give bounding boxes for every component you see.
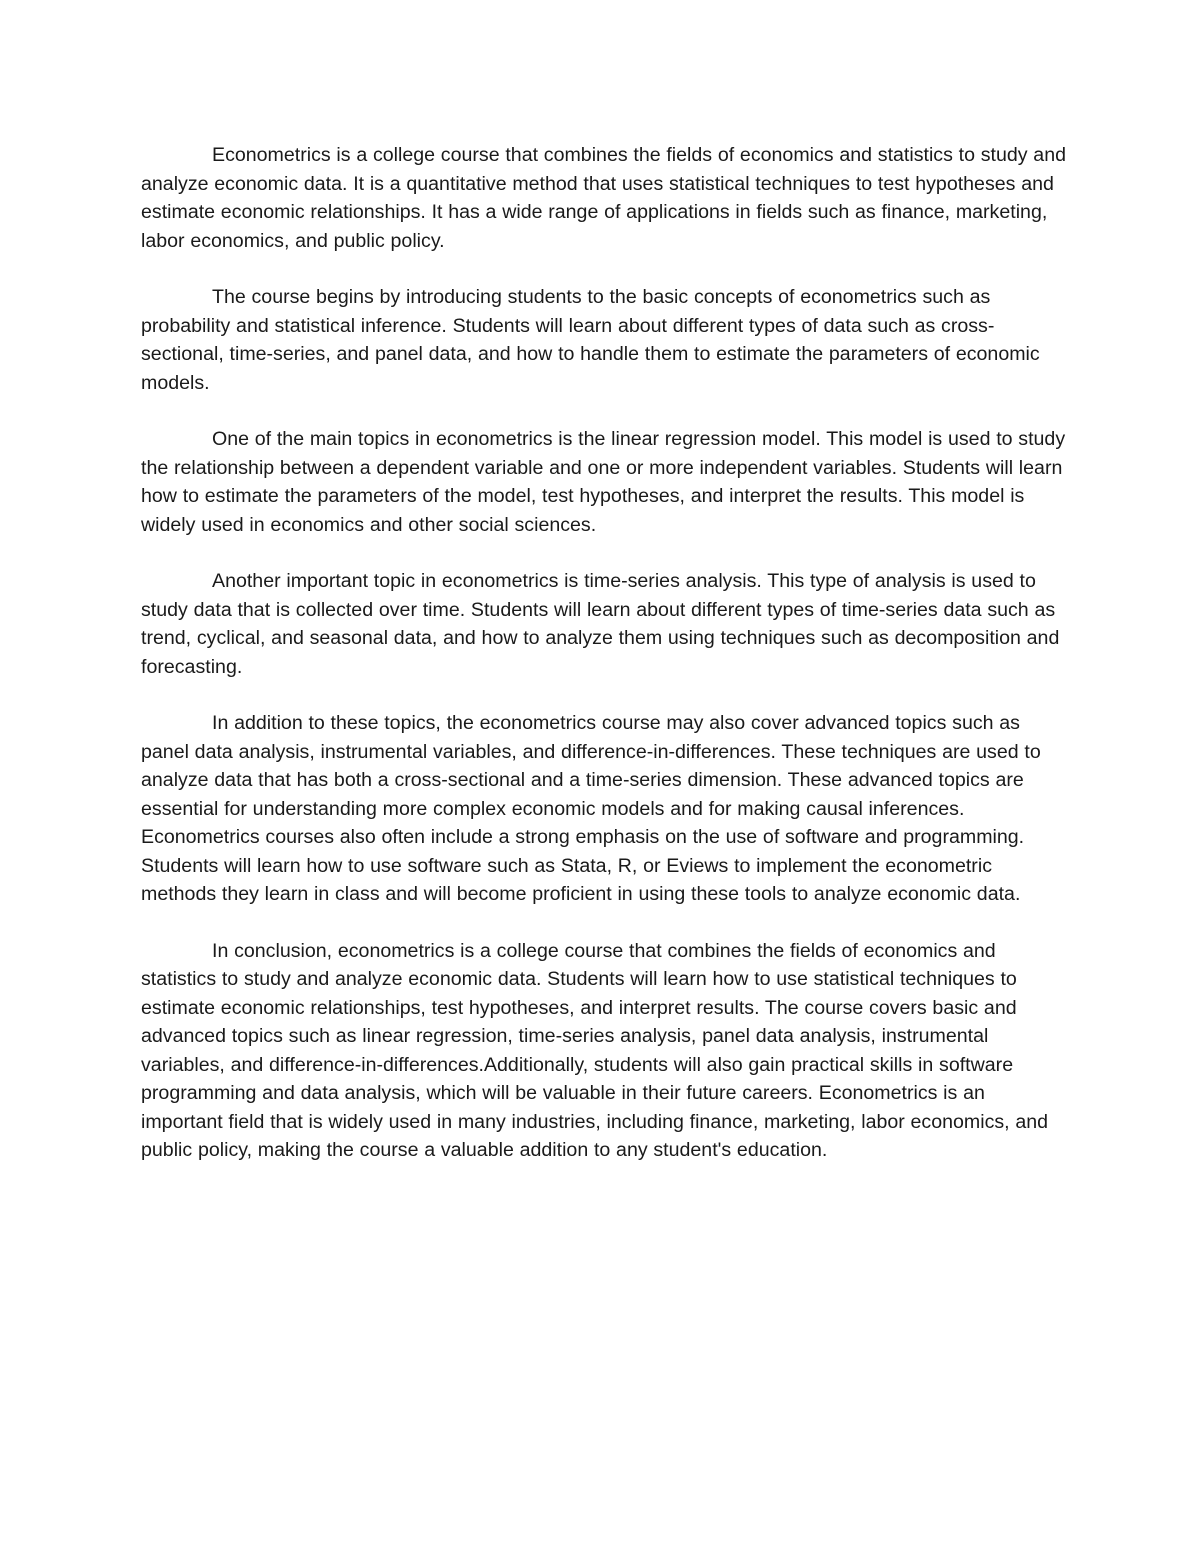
paragraph-basic-concepts: The course begins by introducing students to the basic concepts of econometrics such as probability and statistical inference. Students will learn about different types of data such as cross-sectional, time-series, and panel data, and how to handle them to estimate the parameters of economic models. xyxy=(141,286,1040,394)
paragraph-linear-regression: One of the main topics in econometrics is the linear regression model. This model is used to study the relationship between a dependent variable and one or more independent variables. Students will learn how to estimate the parameters of the model, test hypotheses, and interpret the results. This model is widely used in economics and other social sciences. xyxy=(141,428,1066,536)
paragraph-advanced-topics: In addition to these topics, the econometrics course may also cover advanced topics such as panel data analysis, instrumental variables, and difference-in-differences. These techniques are used to analyze data that has both a cross-sectional and a time-series dimension. These advanced topics are essential for understanding more complex economic models and for making causal inferences. Econometrics courses also often include a strong emphasis on the use of software and programming. Students will learn how to use software such as Stata, R, or Eviews to implement the econometric methods they learn in class and will become proficient in using these tools to analyze economic data. xyxy=(141,712,1041,905)
paragraph-time-series: Another important topic in econometrics is time-series analysis. This type of analysis is used to study data that is collected over time. Students will learn about different types of time-series data such as trend, cyclical, and seasonal data, and how to analyze them using techniques such as decomposition and forecasting. xyxy=(141,570,1060,678)
paragraph-intro: Econometrics is a college course that combines the fields of economics and statistics to study and analyze economic data. It is a quantitative method that uses statistical techniques to test hypotheses and estimate economic relationships. It has a wide range of applications in fields such as finance, marketing, labor economics, and public policy. xyxy=(141,144,1066,252)
document-body xyxy=(141,141,1066,1193)
paragraph-conclusion: In conclusion, econometrics is a college course that combines the fields of economics and statistics to study and analyze economic data. Students will learn how to use statistical techniques to estimate economic relationships, test hypotheses, and interpret results. The course covers basic and advanced topics such as linear regression, time-series analysis, panel data analysis, instrumental variables, and difference-in-differences.Additionally, students will also gain practical skills in software programming and data analysis, which will be valuable in their future careers. Econometrics is an important field that is widely used in many industries, including finance, marketing, labor economics, and public policy, making the course a valuable addition to any student's education. xyxy=(141,939,1049,1161)
